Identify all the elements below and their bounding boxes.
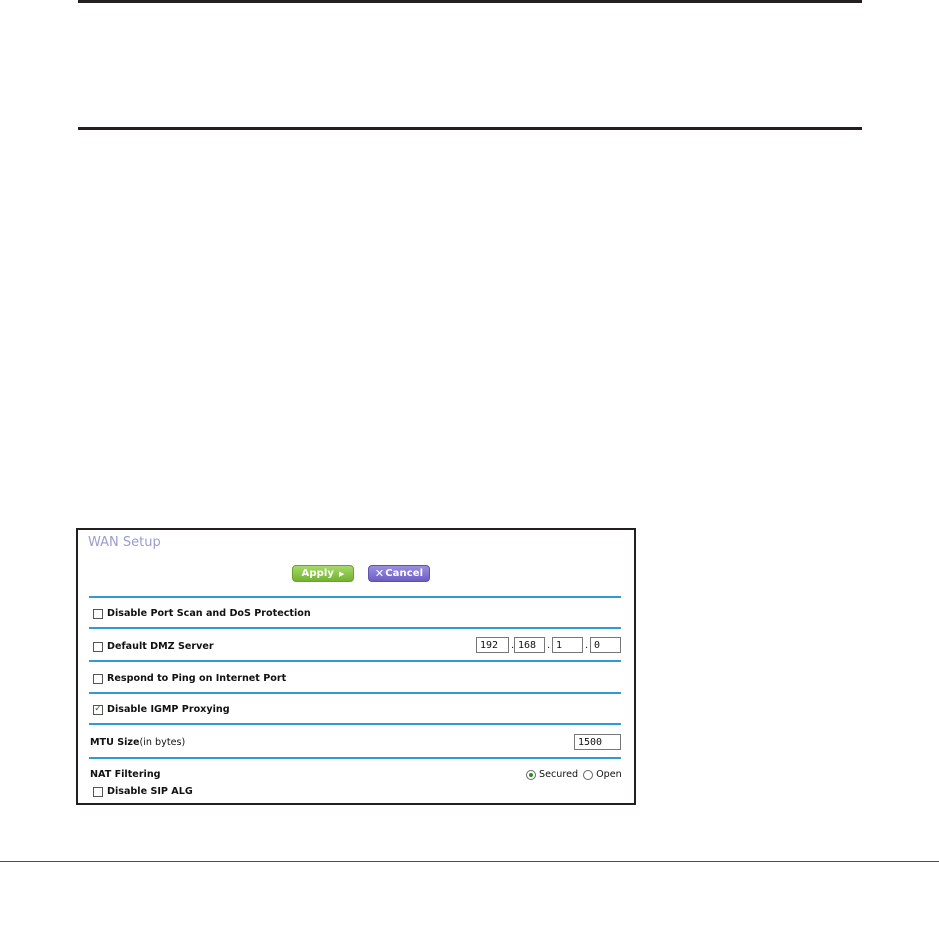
wan-setup-panel xyxy=(76,528,636,805)
disable-igmp-checkbox[interactable]: ✓ xyxy=(94,704,102,714)
disable-sip-alg-label: Disable SIP ALG xyxy=(107,786,193,797)
disable-sip-alg-row xyxy=(93,786,193,797)
disable-igmp-row xyxy=(93,704,230,715)
disable-sip-alg-checkbox[interactable] xyxy=(93,787,103,797)
separator xyxy=(89,660,621,662)
default-dmz-row xyxy=(93,641,214,652)
ip-dot: . xyxy=(511,640,515,651)
nat-open-label: Open xyxy=(596,769,622,780)
disable-port-scan-row xyxy=(93,608,311,619)
respond-ping-checkbox[interactable] xyxy=(93,674,103,684)
nat-secured-radio[interactable] xyxy=(526,770,536,780)
disable-igmp-label: Disable IGMP Proxying xyxy=(107,704,230,715)
respond-ping-row xyxy=(93,673,286,684)
nat-filtering-options xyxy=(526,769,627,780)
cancel-label: Cancel xyxy=(385,568,424,579)
disable-port-scan-label: Disable Port Scan and DoS Protection xyxy=(107,608,311,619)
dmz-ip-octet-3[interactable]: 1 xyxy=(552,637,583,653)
separator xyxy=(89,757,621,759)
separator xyxy=(89,692,621,694)
apply-button[interactable] xyxy=(292,565,354,582)
dmz-ip-octet-1[interactable]: 192 xyxy=(476,637,509,653)
footer-rule xyxy=(0,861,939,862)
default-dmz-label: Default DMZ Server xyxy=(107,641,214,652)
mtu-row xyxy=(90,737,185,748)
separator xyxy=(89,723,621,725)
nat-open-radio[interactable] xyxy=(583,770,593,780)
mtu-label: MTU Size xyxy=(90,737,140,748)
default-dmz-checkbox[interactable] xyxy=(93,642,103,652)
separator xyxy=(89,627,621,629)
header-rule xyxy=(78,127,862,130)
cancel-button[interactable] xyxy=(368,565,430,582)
close-icon: ✕ xyxy=(374,567,385,580)
mtu-unit-label: (in bytes) xyxy=(139,737,186,748)
mtu-size-input[interactable]: 1500 xyxy=(574,734,621,750)
disable-port-scan-checkbox[interactable] xyxy=(93,609,103,619)
play-arrow-icon: ▶ xyxy=(339,569,345,578)
ip-dot: . xyxy=(547,640,551,651)
separator xyxy=(89,596,621,598)
dmz-ip-octet-2[interactable]: 168 xyxy=(514,637,545,653)
nat-filtering-label: NAT Filtering xyxy=(90,769,161,780)
top-rule xyxy=(78,0,862,3)
panel-title: WAN Setup xyxy=(88,535,161,550)
apply-label: Apply xyxy=(301,568,335,579)
nat-secured-label: Secured xyxy=(539,769,579,780)
respond-ping-label: Respond to Ping on Internet Port xyxy=(107,673,287,684)
ip-dot: . xyxy=(585,640,589,651)
dmz-ip-octet-4[interactable]: 0 xyxy=(590,637,621,653)
